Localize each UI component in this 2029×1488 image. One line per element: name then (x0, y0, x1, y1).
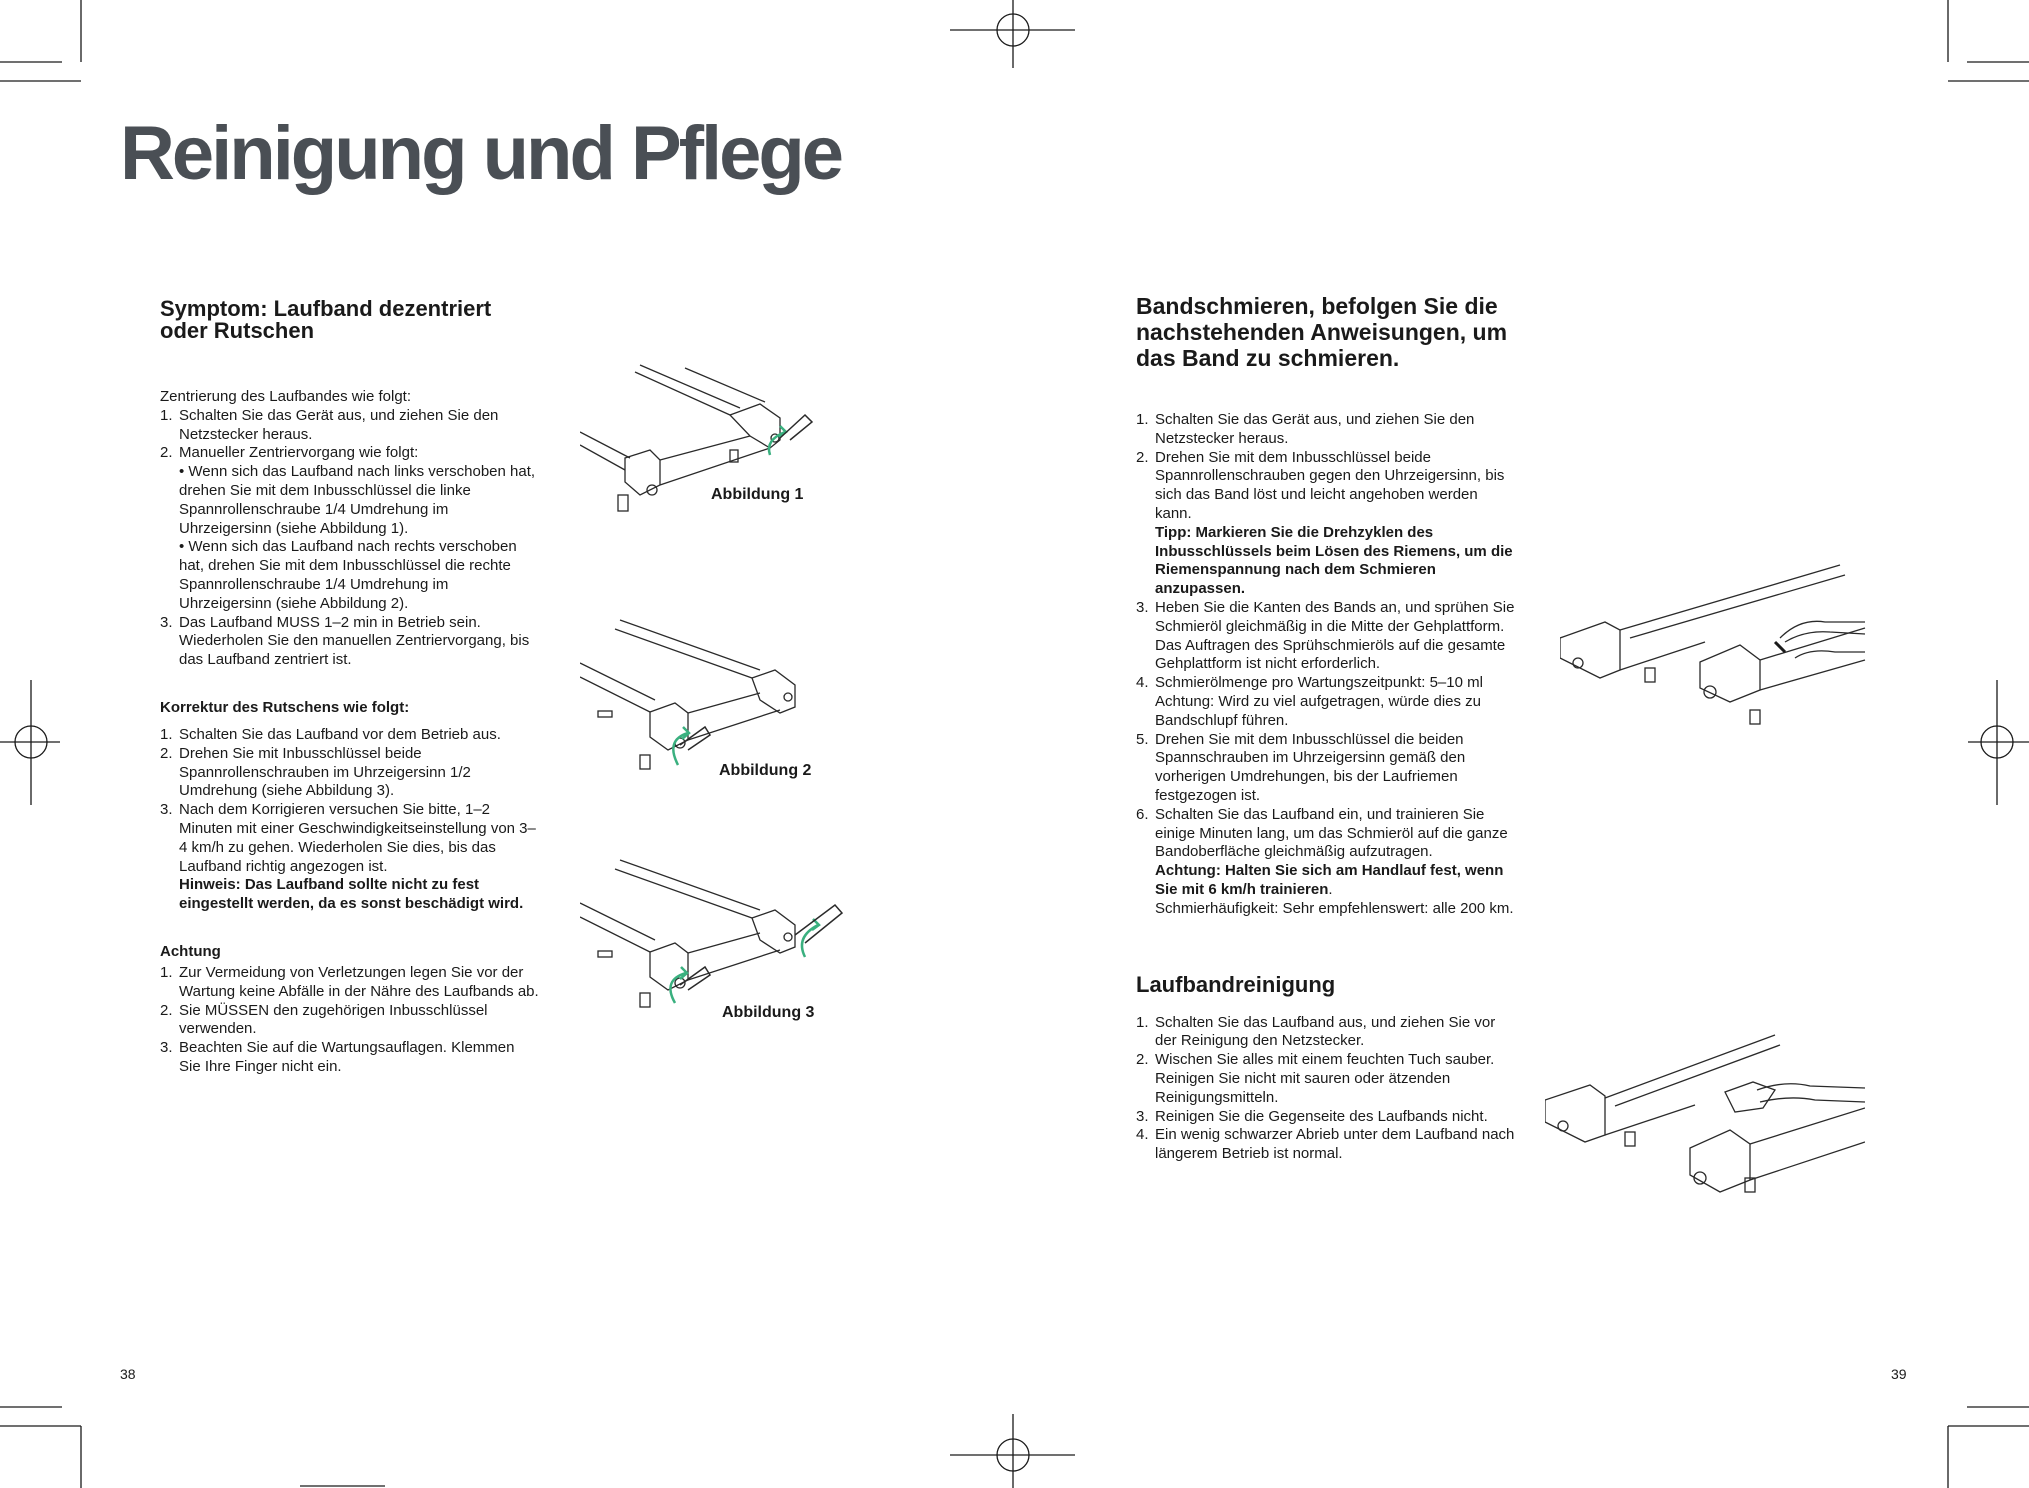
list-item: 3. Das Laufband MUSS 1–2 min in Betrieb sein. Wiederholen Sie den manuellen Zentriervorgang, bis das Laufband zentriert ist. (160, 613, 530, 669)
lubrication-illustration (1560, 560, 1870, 750)
page-number-left: 38 (120, 1366, 136, 1382)
list-item: 1. Schalten Sie das Laufband vor dem Betrieb aus. (160, 725, 501, 743)
bullet-left-shift: • Wenn sich das Laufband nach links verschoben hat, drehen Sie mit dem Inbusschlüssel die linke Spannrollenschraube 1/4 Umdrehung im Uhrzeigersinn (siehe Abbildung 1). (179, 463, 536, 537)
list-item: 1. Zur Vermeidung von Verletzungen legen Sie vor der Wartung keine Abfälle in der Nähre des Laufbands ab. (160, 963, 539, 1000)
figure-1-caption: Abbildung 1 (711, 486, 804, 503)
list-item: 2. Drehen Sie mit dem Inbusschlüssel beide Spannrollenschrauben gegen den Uhrzeigersinn, bis sich das Band löst und leicht angehoben werden kann. Tipp: Markieren Sie die Drehzyklen des Inbusschlüssels beim Lösen des Riemens, um die Riemenspannung nach dem Schmieren anzupassen. (1136, 449, 1516, 599)
list-item: 2. Wischen Sie alles mit einem feuchten Tuch sauber. Reinigen Sie nicht mit sauren oder ätzenden Reinigungsmitteln. (1136, 1051, 1495, 1106)
lube-tip: Tipp: Markieren Sie die Drehzyklen des Inbusschlüssels beim Lösen des Riemens, um die Riemenspannung nach dem Schmieren anzupassen. (1155, 523, 1513, 598)
slip-steps (160, 726, 540, 914)
list-item: 1. Schalten Sie das Gerät aus, und ziehen Sie den Netzstecker heraus. (1136, 411, 1475, 447)
caution-steps (160, 964, 540, 1077)
list-item: 2. Sie MÜSSEN den zugehörigen Inbusschlüssel verwenden. (160, 1001, 488, 1038)
lube-frequency: Schmierhäufigkeit: Sehr empfehlenswert: alle 200 km. (1155, 899, 1514, 917)
page-title: Reinigung und Pflege (120, 111, 842, 196)
slip-heading: Korrektur des Rutschens wie folgt: (160, 698, 410, 716)
centering-steps (160, 407, 540, 670)
list-item: 5. Drehen Sie mit dem Inbusschlüssel die beiden Spannschrauben im Uhrzeigersinn gemäß den vorherigen Umdrehungen, bis der Laufriemen festgezogen ist. (1136, 730, 1466, 804)
figure-3-caption: Abbildung 3 (722, 1004, 815, 1021)
list-item: 3. Nach dem Korrigieren versuchen Sie bitte, 1–2 Minuten mit einer Geschwindigkeitseinstellung von 3–4 km/h zu gehen. Wiederholen Sie dies, bis das Laufband richtig angezogen ist. Hinweis: Das Laufband sollte nicht zu fest eingestellt werden, da es sonst beschädigt wird. (160, 801, 540, 914)
figure-2-treadmill-illustration (580, 615, 820, 785)
bullet-right-shift: • Wenn sich das Laufband nach rechts verschoben hat, drehen Sie mit dem Inbusschlüssel die rechte Spannrollenschraube 1/4 Umdrehung im Uhrzeigersinn (siehe Abbildung 2). (179, 538, 517, 612)
list-item: 6. Schalten Sie das Laufband ein, und trainieren Sie einige Minuten lang, um das Schmieröl auf die ganze Bandoberfläche gleichmäßig aufzutragen. Achtung: Halten Sie sich am Handlauf fest, wenn Sie mit 6 km/h trainieren. Schmierhäufigkeit: Sehr empfehlenswert: alle 200 km. (1136, 806, 1516, 919)
figure-3-treadmill-illustration (580, 855, 850, 1020)
cleaning-illustration (1545, 1030, 1865, 1200)
list-item: 2. Drehen Sie mit Inbusschlüssel beide Spannrollenschrauben im Uhrzeigersinn 1/2 Umdrehung (siehe Abbildung 3). (160, 744, 471, 800)
list-item: 3. Beachten Sie auf die Wartungsauflagen. Klemmen Sie Ihre Finger nicht ein. (160, 1039, 515, 1075)
left-column (160, 298, 540, 1077)
right-column (1136, 293, 1516, 1164)
lube-heading: Bandschmieren, befolgen Sie die nachstehenden Anweisungen, um das Band zu schmieren. (1136, 293, 1508, 371)
figure-2-caption: Abbildung 2 (719, 762, 812, 779)
slip-note: Hinweis: Das Laufband sollte nicht zu fest eingestellt werden, da es sonst beschädigt wird. (179, 876, 524, 913)
cleaning-heading: Laufbandreinigung (1136, 971, 1336, 997)
list-item: 2. Manueller Zentriervorgang wie folgt: • Wenn sich das Laufband nach links verschoben hat, drehen Sie mit dem Inbusschlüssel die linke Spannrollenschraube 1/4 Umdrehung im Uhrzeigersinn (siehe Abbildung 1). • Wenn sich das Laufband nach rechts verschoben hat, drehen Sie mit dem Inbusschlüssel die rechte Spannrollenschraube 1/4 Umdrehung im Uhrzeigersinn (siehe Abbildung 2). (160, 444, 540, 613)
lube-steps (1136, 411, 1516, 919)
list-item: 4. Ein wenig schwarzer Abrieb unter dem Laufband nach längerem Betrieb ist normal. (1136, 1126, 1515, 1163)
page-number-right: 39 (1891, 1366, 1907, 1382)
list-item: 1. Schalten Sie das Gerät aus, und ziehen Sie den Netzstecker heraus. (160, 406, 499, 443)
lube-warning: Achtung: Halten Sie sich am Handlauf fest, wenn Sie mit 6 km/h trainieren (1155, 862, 1504, 898)
list-item: 4. Schmierölmenge pro Wartungszeitpunkt: 5–10 ml Achtung: Wird zu viel aufgetragen, würde dies zu Bandschlupf führen. (1136, 674, 1483, 729)
caution-heading: Achtung (160, 942, 221, 960)
list-item: 3. Reinigen Sie die Gegenseite des Laufbands nicht. (1136, 1107, 1488, 1125)
symptom-heading: Symptom: Laufband dezentriert oder Rutschen (160, 296, 492, 343)
cleaning-steps (1136, 1014, 1516, 1164)
list-item: 3. Heben Sie die Kanten des Bands an, und sprühen Sie Schmieröl gleichmäßig in die Mitte der Gehplattform. Das Auftragen des Sprühschmieröls auf die gesamte Gehplattform ist nicht erforderlich. (1136, 598, 1515, 673)
list-item: 1. Schalten Sie das Laufband aus, und ziehen Sie vor der Reinigung den Netzstecker. (1136, 1013, 1496, 1050)
centering-intro: Zentrierung des Laufbandes wie folgt: (160, 388, 411, 405)
